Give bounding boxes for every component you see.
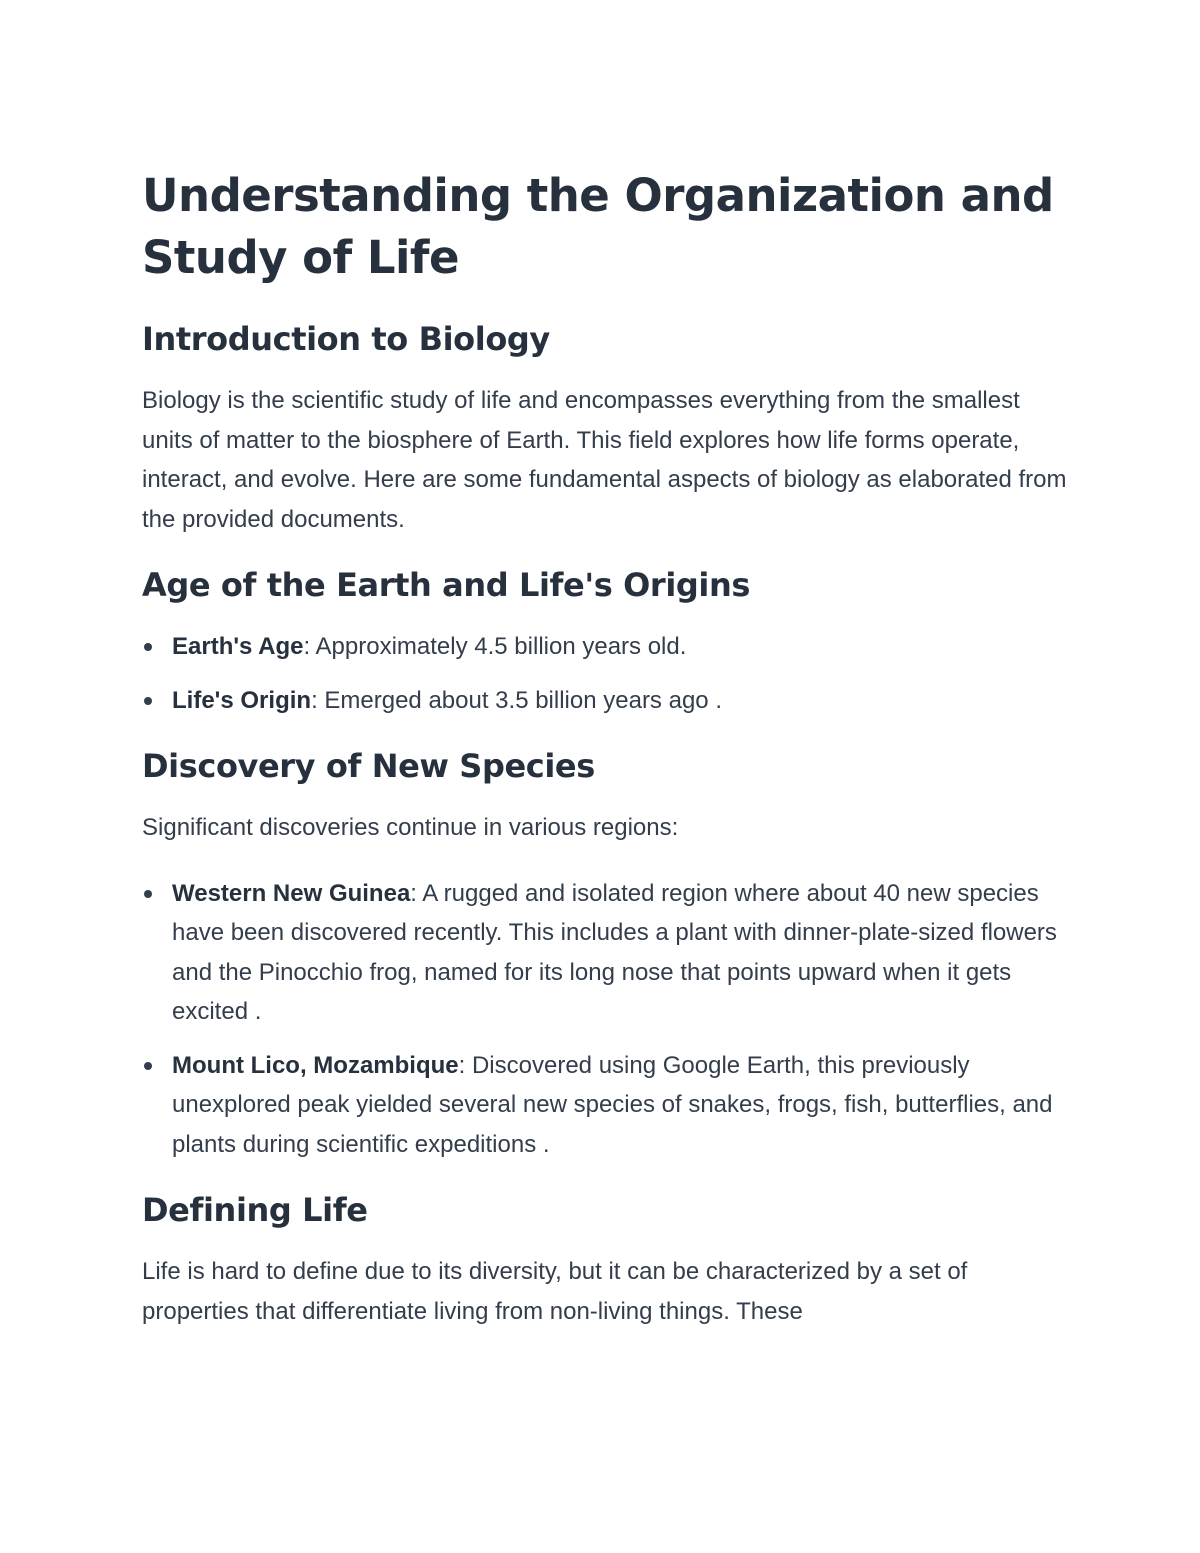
list-item-term: Earth's Age — [172, 633, 304, 660]
list-item-text: : Emerged about 3.5 billion years ago . — [311, 686, 722, 714]
list-item-text: : Discovered using Google Earth, this previously unexplored peak yielded several new species of snakes, frogs, fish, butterflies, and plants during scientific expeditions . — [172, 1051, 1053, 1158]
section-heading-age-origins: Age of the Earth and Life's Origins — [142, 566, 750, 604]
document-title: Understanding the Organization and Study of Life — [142, 169, 1054, 284]
section-discovery — [142, 746, 1067, 1164]
list-item-text: : Approximately 4.5 billion years old. — [303, 633, 687, 660]
list-item-text: : A rugged and isolated region where about 40 new species have been discovered recently. This includes a plant with dinner-plate-sized flowers and the Pinocchio frog, named for its long nose that points upward when it gets excited . — [172, 879, 1057, 1025]
section-age-origins — [142, 565, 1067, 720]
discovery-list — [142, 874, 1067, 1165]
defining-paragraph: Life is hard to define due to its diversity, but it can be characterized by a set of properties that differentiate living from non-living things. These — [142, 1258, 968, 1325]
list-item — [142, 681, 1067, 721]
intro-paragraph: Biology is the scientific study of life and encompasses everything from the smallest units of matter to the biosphere of Earth. This field explores how life forms operate, interact, and evolve. Here are some fundamental aspects of biology as elaborated from the provided documents. — [142, 387, 1067, 533]
bullet-icon — [144, 643, 152, 651]
list-item — [142, 1046, 1067, 1165]
discovery-intro: Significant discoveries continue in various regions: — [142, 814, 679, 841]
age-list — [142, 627, 1067, 720]
section-heading-introduction: Introduction to Biology — [142, 320, 550, 358]
section-introduction — [142, 319, 1067, 539]
list-item-term: Life's Origin — [172, 686, 312, 714]
section-heading-discovery: Discovery of New Species — [142, 747, 595, 785]
list-item — [142, 874, 1067, 1032]
section-heading-defining-life: Defining Life — [142, 1191, 368, 1229]
bullet-icon — [144, 1062, 152, 1070]
list-item-term: Western New Guinea — [172, 879, 411, 907]
section-defining-life — [142, 1190, 1067, 1331]
bullet-icon — [144, 697, 152, 705]
bullet-icon — [144, 890, 152, 898]
document-page — [142, 165, 1067, 1357]
list-item — [142, 627, 1067, 667]
list-item-term: Mount Lico, Mozambique — [172, 1051, 459, 1079]
